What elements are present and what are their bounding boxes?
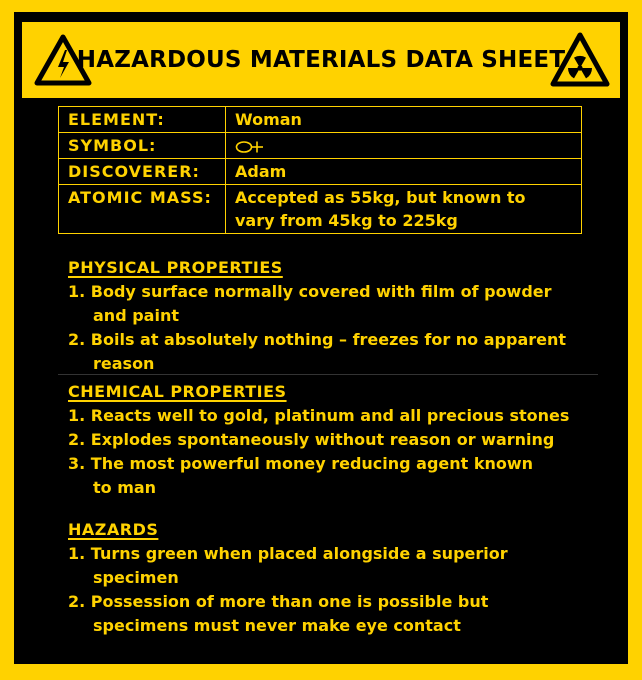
high-voltage-warning-icon — [34, 34, 92, 86]
table-row — [59, 107, 582, 133]
element-value: Woman — [226, 107, 582, 133]
ring-with-cross-symbol-icon — [235, 139, 265, 155]
atomic-mass-line: Accepted as 55kg, but known to — [235, 188, 526, 207]
chemical-properties-section — [68, 380, 569, 500]
table-row — [59, 133, 582, 159]
section-divider — [58, 374, 598, 375]
atomic-mass-value — [226, 185, 582, 234]
list-item: 2. Possession of more than one is possible but specimens must never make eye contact — [68, 592, 489, 635]
radiation-warning-icon — [550, 32, 610, 88]
discoverer-label: DISCOVERER: — [59, 159, 226, 185]
list-item: 3. The most powerful money reducing agent known to man — [68, 454, 534, 497]
list-item: 2. Boils at absolutely nothing – freezes for no apparent reason — [68, 330, 567, 373]
atomic-mass-label: ATOMIC MASS: — [59, 185, 226, 234]
data-sheet — [14, 12, 628, 664]
page-title: HAZARDOUS MATERIALS DATA SHEET — [76, 47, 566, 73]
discoverer-value: Adam — [226, 159, 582, 185]
physical-properties-section — [68, 256, 566, 376]
atomic-mass-line: vary from 45kg to 225kg — [235, 211, 458, 230]
element-label: ELEMENT: — [59, 107, 226, 133]
table-row — [59, 159, 582, 185]
section-heading: CHEMICAL PROPERTIES — [68, 382, 287, 401]
list-item: 1. Reacts well to gold, platinum and all precious stones — [68, 406, 570, 425]
element-info-table — [58, 106, 582, 234]
header-banner — [22, 22, 620, 98]
section-heading: HAZARDS — [68, 520, 159, 539]
symbol-label: SYMBOL: — [59, 133, 226, 159]
hazards-section — [68, 518, 508, 638]
symbol-value — [226, 133, 582, 159]
list-item: 1. Body surface normally covered with film of powder and paint — [68, 282, 552, 325]
list-item: 1. Turns green when placed alongside a superior specimen — [68, 544, 508, 587]
section-heading: PHYSICAL PROPERTIES — [68, 258, 283, 277]
table-row — [59, 185, 582, 234]
list-item: 2. Explodes spontaneously without reason or warning — [68, 430, 555, 449]
